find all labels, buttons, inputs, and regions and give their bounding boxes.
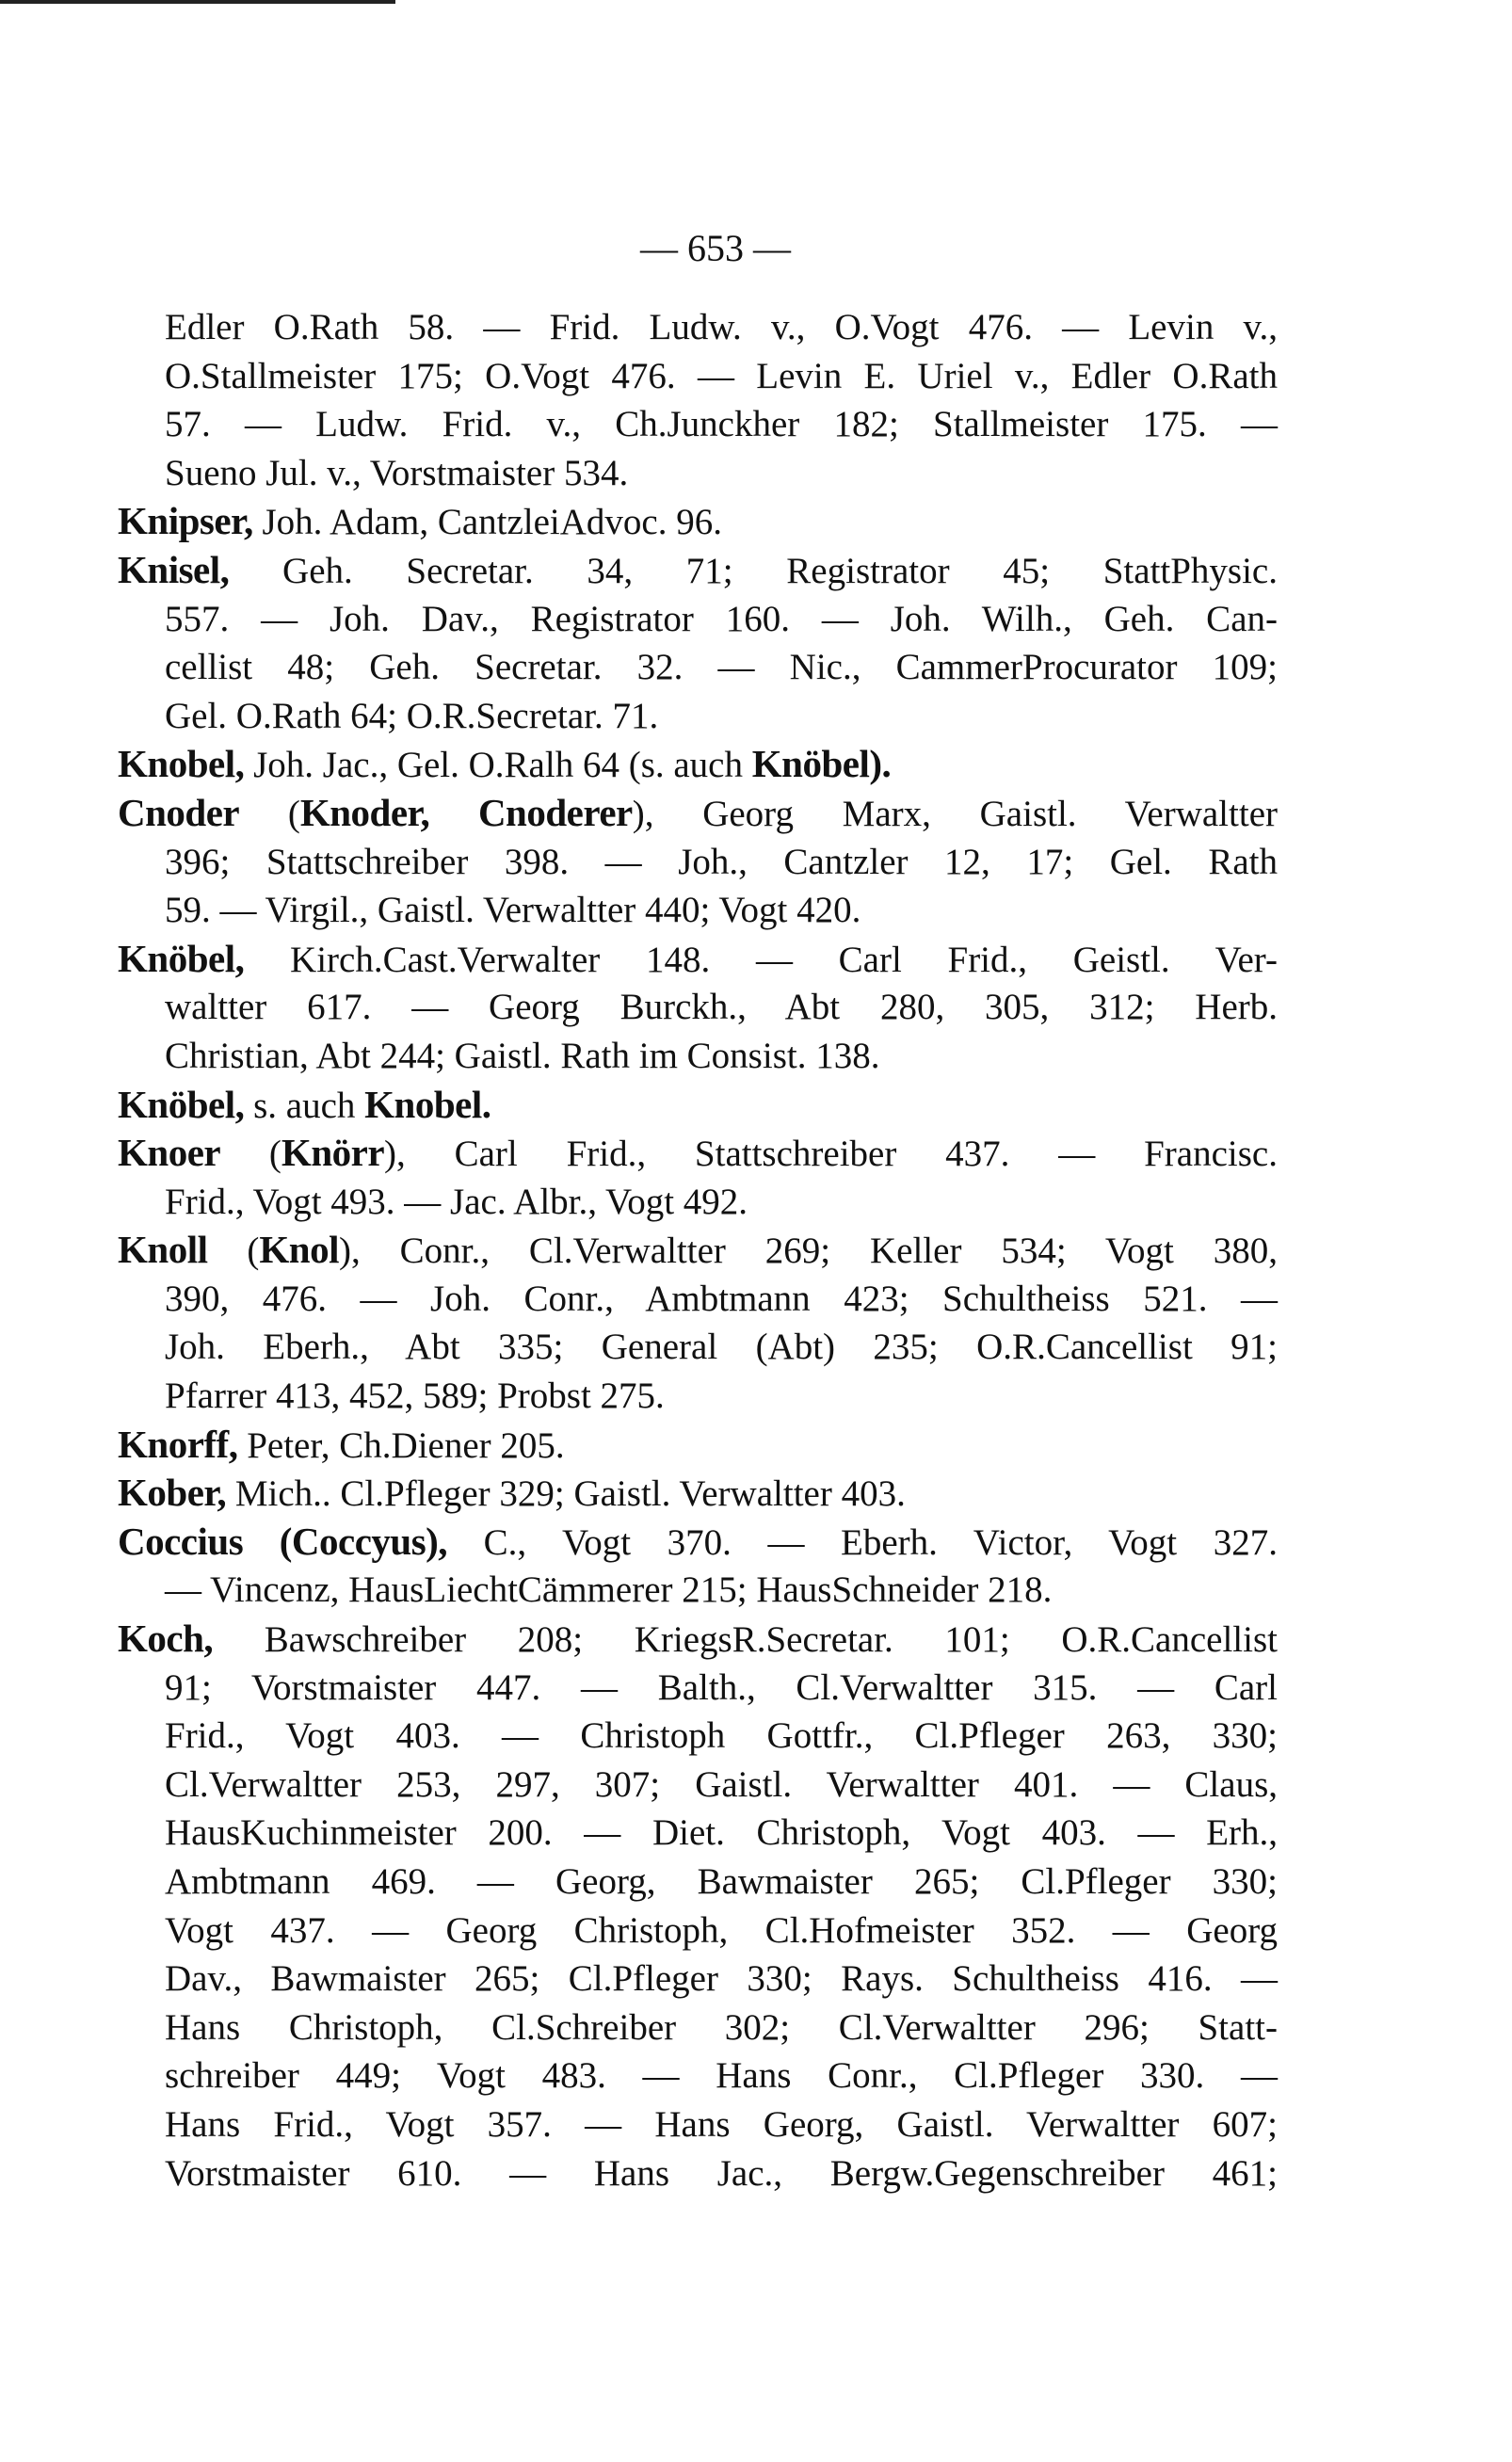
index-continuation-line (118, 1178, 1278, 1227)
index-continuation-line (118, 1955, 1278, 2003)
entry-text: Gel. O.Rath 64; O.R.Secretar. 71. (165, 695, 659, 736)
index-continuation-line (118, 692, 1278, 741)
entry-text: 57. — Ludw. Frid. v., Ch.Junckher 182; Stallmeister 175. — (165, 404, 1278, 445)
index-continuation-line (118, 886, 1278, 935)
entry-text: ( (207, 1231, 260, 1272)
index-continuation-line (118, 1566, 1278, 1615)
entry-surname: Knobel. (364, 1082, 491, 1126)
entry-surname: Knöbel, (118, 1082, 245, 1126)
entry-text: cellist 48; Geh. Secretar. 32. — Nic., CammerProcurator 109; (165, 647, 1278, 688)
index-continuation-line (118, 400, 1278, 449)
index-entry-line (118, 1469, 1278, 1518)
entry-surname: Knisel, (118, 547, 230, 591)
entry-surname: Knöbel, (118, 936, 245, 980)
index-continuation-line (118, 449, 1278, 498)
index-continuation-line (118, 1858, 1278, 1907)
entry-text: Hans Frid., Vogt 357. — Hans Georg, Gaistl. Verwaltter 607; (165, 2103, 1278, 2145)
index-entry-line (118, 740, 1278, 789)
index-continuation-line (118, 303, 1278, 352)
entry-text: 557. — Joh. Dav., Registrator 160. — Joh. Wilh., Geh. Can- (165, 598, 1278, 639)
entry-surname: Koch, (118, 1617, 214, 1661)
index-continuation-line (118, 1032, 1278, 1081)
entry-surname: Knobel, (118, 742, 245, 786)
index-continuation-line (118, 1664, 1278, 1713)
entry-text: 59. — Virgil., Gaistl. Verwaltter 440; Vogt 420. (165, 890, 861, 931)
index-entry-line (118, 1615, 1278, 1664)
index-entry-line (118, 497, 1278, 546)
index-continuation-line (118, 1323, 1278, 1372)
index-entry-line (118, 935, 1278, 984)
entry-text: Mich.. Cl.Pfleger 329; Gaistl. Verwaltter 403. (226, 1473, 906, 1515)
entry-text: Joh. Adam, CantzleiAdvoc. 96. (252, 502, 722, 543)
index-continuation-line (118, 838, 1278, 887)
index-continuation-line (118, 1761, 1278, 1810)
entry-text: Joh. Jac., Gel. O.Ralh 64 (s. auch (244, 745, 752, 786)
index-continuation-line (118, 2052, 1278, 2100)
entry-surname: Knoll (118, 1228, 208, 1272)
entry-text: Vogt 437. — Georg Christoph, Cl.Hofmeister 352. — Georg (165, 1909, 1278, 1951)
entry-text: C., Vogt 370. — Eberh. Victor, Vogt 327. (447, 1521, 1278, 1563)
index-continuation-line (118, 595, 1278, 644)
index-entry-line (118, 546, 1278, 595)
page-number: — 653 — (640, 227, 791, 269)
entry-text: 390, 476. — Joh. Conr., Ambtmann 423; Schultheiss 521. — (165, 1278, 1278, 1319)
entry-surname: Knol (259, 1228, 339, 1272)
index-continuation-line (118, 1712, 1278, 1761)
entry-text: ), Conr., Cl.Verwaltter 269; Keller 534; Vogt 380, (338, 1231, 1278, 1272)
entry-text: Joh. Eberh., Abt 335; General (Abt) 235; O.R.Cancellist 91; (165, 1327, 1278, 1368)
index-entry-line (118, 1421, 1278, 1470)
entry-text: Edler O.Rath 58. — Frid. Ludw. v., O.Vogt 476. — Levin v., (165, 307, 1278, 347)
index-entry-line (118, 1081, 1278, 1130)
entry-text: Christian, Abt 244; Gaistl. Rath im Consist. 138. (165, 1035, 880, 1076)
entry-text: ( (220, 1134, 281, 1175)
index-entry-line (118, 1129, 1278, 1178)
entry-text: Vorstmaister 610. — Hans Jac., Bergw.Gegenschreiber 461; (165, 2152, 1278, 2194)
entry-text: Peter, Ch.Diener 205. (237, 1424, 565, 1466)
index-entry-line (118, 789, 1278, 838)
entry-text: Frid., Vogt 493. — Jac. Albr., Vogt 492. (165, 1181, 748, 1222)
entry-surname: Knoder, Cnoderer (299, 790, 633, 834)
entry-text: waltter 617. — Georg Burckh., Abt 280, 305, 312; Herb. (165, 987, 1278, 1028)
index-continuation-line (118, 1275, 1278, 1324)
index-continuation-line (118, 1907, 1278, 1955)
entry-text: O.Stallmeister 175; O.Vogt 476. — Levin E. Uriel v., Edler O.Rath (165, 355, 1278, 396)
entry-text: Geh. Secretar. 34, 71; Registrator 45; StattPhysic. (229, 550, 1278, 591)
entry-surname: Knipser, (118, 499, 253, 543)
entry-surname: Cnoder (118, 790, 240, 834)
index-continuation-line (118, 1809, 1278, 1858)
entry-text: Kirch.Cast.Verwalter 148. — Carl Frid., Geistl. Ver- (244, 939, 1278, 980)
entry-text: Pfarrer 413, 452, 589; Probst 275. (165, 1376, 665, 1417)
entry-surname: Coccius (Coccyus), (118, 1519, 448, 1563)
entry-text: s. auch (244, 1085, 365, 1126)
index-continuation-line (118, 2100, 1278, 2149)
index-entry-line (118, 1226, 1278, 1275)
entry-text: ( (239, 793, 300, 834)
entry-text: Frid., Vogt 403. — Christoph Gottfr., Cl.Pfleger 263, 330; (165, 1715, 1278, 1757)
index-continuation-line (118, 2003, 1278, 2052)
entry-surname: Knörr (281, 1131, 385, 1175)
entry-text: schreiber 449; Vogt 483. — Hans Conr., Cl.Pfleger 330. — (165, 2055, 1278, 2097)
index-continuation-line (118, 1372, 1278, 1421)
index-continuation-line (118, 2149, 1278, 2198)
entry-surname: Knorff, (118, 1422, 238, 1466)
index-entry-line (118, 1518, 1278, 1567)
entry-text: Bawschreiber 208; KriegsR.Secretar. 101; O.R.Cancellist (213, 1619, 1278, 1661)
index-continuation-line (118, 983, 1278, 1032)
index-text-body (118, 303, 1278, 2197)
entry-text: HausKuchinmeister 200. — Diet. Christoph, Vogt 403. — Erh., (165, 1812, 1278, 1854)
scan-edge-mark (0, 0, 395, 4)
entry-text: ), Georg Marx, Gaistl. Verwaltter (632, 793, 1278, 834)
entry-text: Hans Christoph, Cl.Schreiber 302; Cl.Verwaltter 296; Statt- (165, 2006, 1278, 2048)
entry-surname: Kober, (118, 1471, 227, 1515)
entry-text: 91; Vorstmaister 447. — Balth., Cl.Verwaltter 315. — Carl (165, 1666, 1278, 1708)
entry-text: Dav., Bawmaister 265; Cl.Pfleger 330; Rays. Schultheiss 416. — (165, 1958, 1278, 2000)
entry-text: Cl.Verwaltter 253, 297, 307; Gaistl. Verwaltter 401. — Claus, (165, 1763, 1278, 1805)
entry-text: Sueno Jul. v., Vorstmaister 534. (165, 452, 629, 493)
entry-text: Ambtmann 469. — Georg, Bawmaister 265; Cl.Pfleger 330; (165, 1861, 1278, 1902)
entry-text: — Vincenz, HausLiechtCämmerer 215; HausSchneider 218. (165, 1569, 1053, 1611)
index-continuation-line (118, 643, 1278, 692)
entry-surname: Knoer (118, 1131, 221, 1175)
entry-surname: Knöbel). (751, 742, 892, 786)
entry-text: ), Carl Frid., Stattschreiber 437. — Francisc. (384, 1134, 1278, 1175)
entry-text: 396; Stattschreiber 398. — Joh., Cantzler 12, 17; Gel. Rath (165, 841, 1278, 882)
index-continuation-line (118, 352, 1278, 401)
